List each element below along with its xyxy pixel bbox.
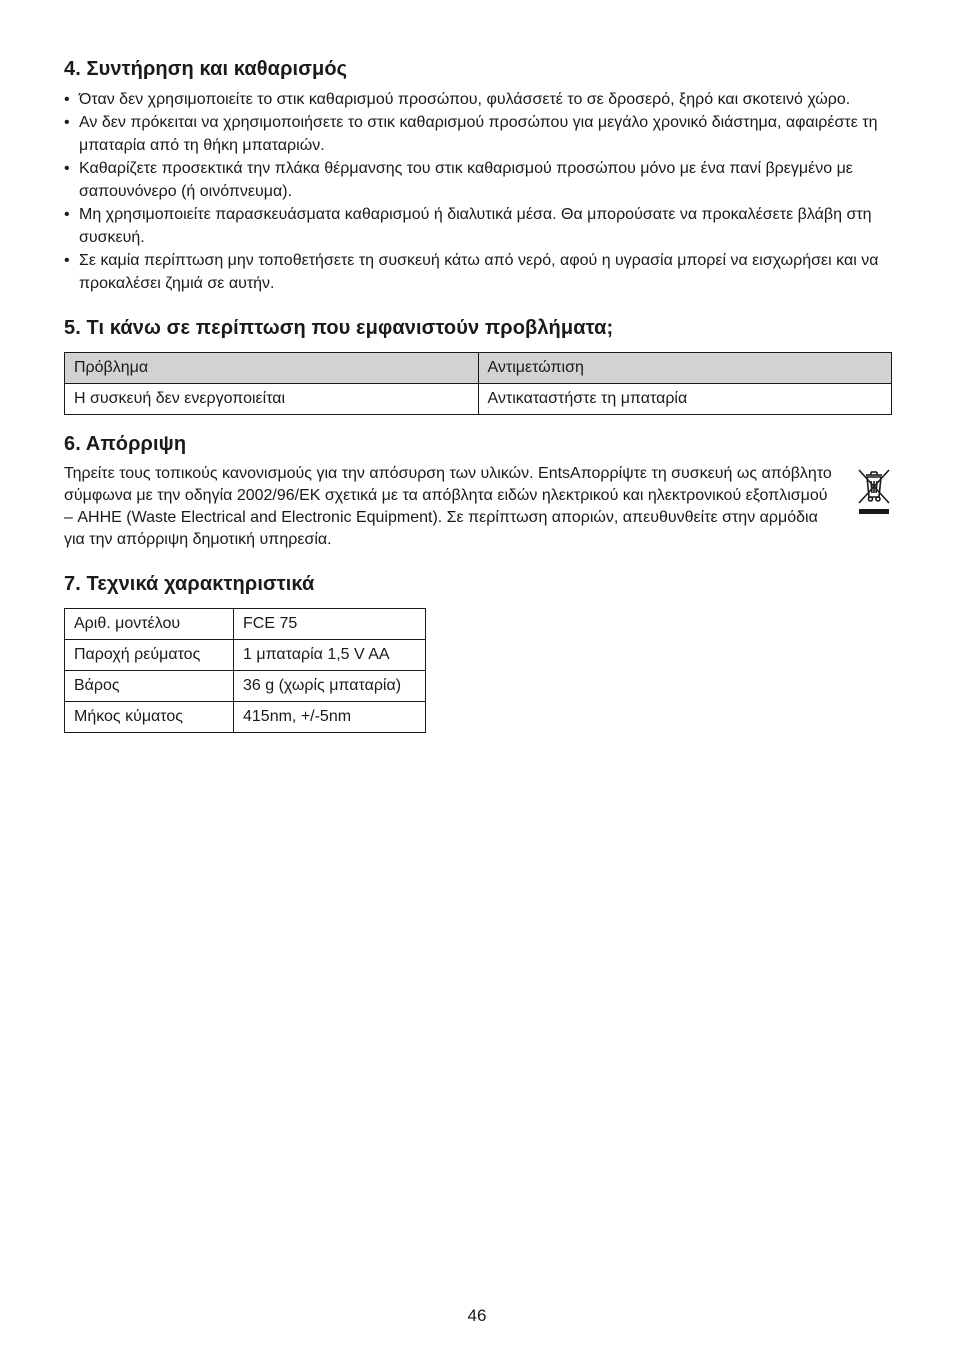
section-heading: 6. Απόρριψη: [64, 433, 187, 455]
crossed-out-wheelie-bin-icon: [856, 467, 892, 517]
manual-page: [64, 58, 892, 733]
section-specifications: [64, 573, 892, 733]
column-header: Πρόβλημα: [65, 353, 479, 384]
list-item: • Όταν δεν χρησιμοποιείτε το στικ καθαρισμού προσώπου, φυλάσσετέ το σε δροσερό, ξηρό και σκοτεινό χώρο.: [64, 88, 892, 111]
list-item: • Αν δεν πρόκειται να χρησιμοποιήσετε το στικ καθαρισμού προσώπου για μεγάλο χρονικό διάστημα, αφαιρέστε τη μπαταρία από τη θήκη μπαταριών.: [64, 111, 892, 157]
spec-label: Μήκος κύματος: [65, 702, 234, 733]
table-row: [65, 384, 892, 415]
specifications-table: [64, 608, 426, 733]
section-maintenance: [64, 58, 892, 295]
list-item: • Μη χρησιμοποιείτε παρασκευάσματα καθαρισμού ή διαλυτικά μέσα. Θα μπορούσατε να προκαλέσετε βλάβη στη συσκευή.: [64, 203, 892, 249]
section-heading: 5. Τι κάνω σε περίπτωση που εμφανιστούν προβλήματα;: [64, 317, 614, 339]
spec-label: Αριθ. μοντέλου: [65, 609, 234, 640]
disposal-text: Τηρείτε τους τοπικούς κανονισμούς για την απόσυρση των υλικών. EntsΑπορρίψτε τη συσκευή ως απόβλητο σύμφωνα με την οδηγία 2002/96/ΕΚ σχετικά με τα απόβλητα ειδών ηλεκτρικού και ηλεκτρονικού εξοπλισμού – AHHE (Waste Electrical and Electronic Equipment). Σε περίπτωση αποριών, απευθυνθείτε στην αρμόδια για την απόρριψη δημοτική υπηρεσία.: [64, 465, 832, 548]
spec-value: 1 μπαταρία 1,5 V AA: [234, 640, 426, 671]
spec-label: Βάρος: [65, 671, 234, 702]
spec-label: Παροχή ρεύματος: [65, 640, 234, 671]
troubleshooting-table: [64, 352, 892, 415]
section-disposal: [64, 433, 892, 551]
table-row: [65, 609, 426, 640]
spec-value: 415nm, +/-5nm: [234, 702, 426, 733]
table-cell: Αντικαταστήστε τη μπαταρία: [478, 384, 892, 415]
section-heading: 7. Τεχνικά χαρακτηριστικά: [64, 573, 315, 595]
page-number: 46: [467, 1306, 487, 1325]
list-item: • Σε καμία περίπτωση μην τοποθετήσετε τη συσκευή κάτω από νερό, αφού η υγρασία μπορεί να εισχωρήσει και να προκαλέσει ζημιά σε αυτήν.: [64, 249, 892, 295]
table-row: [65, 671, 426, 702]
list-item: • Καθαρίζετε προσεκτικά την πλάκα θέρμανσης του στικ καθαρισμού προσώπου μόνο με ένα πανί βρεγμένο με σαπουνόνερο (ή οινόπνευμα).: [64, 157, 892, 203]
spec-value: 36 g (χωρίς μπαταρία): [234, 671, 426, 702]
maintenance-list: [64, 88, 892, 295]
section-troubleshooting: [64, 317, 892, 415]
section-heading: 4. Συντήρηση και καθαρισμός: [64, 58, 348, 80]
spec-value: FCE 75: [234, 609, 426, 640]
table-cell: Η συσκευή δεν ενεργοποιείται: [65, 384, 479, 415]
table-row: [65, 640, 426, 671]
table-header-row: [65, 353, 892, 384]
column-header: Αντιμετώπιση: [478, 353, 892, 384]
table-row: [65, 702, 426, 733]
